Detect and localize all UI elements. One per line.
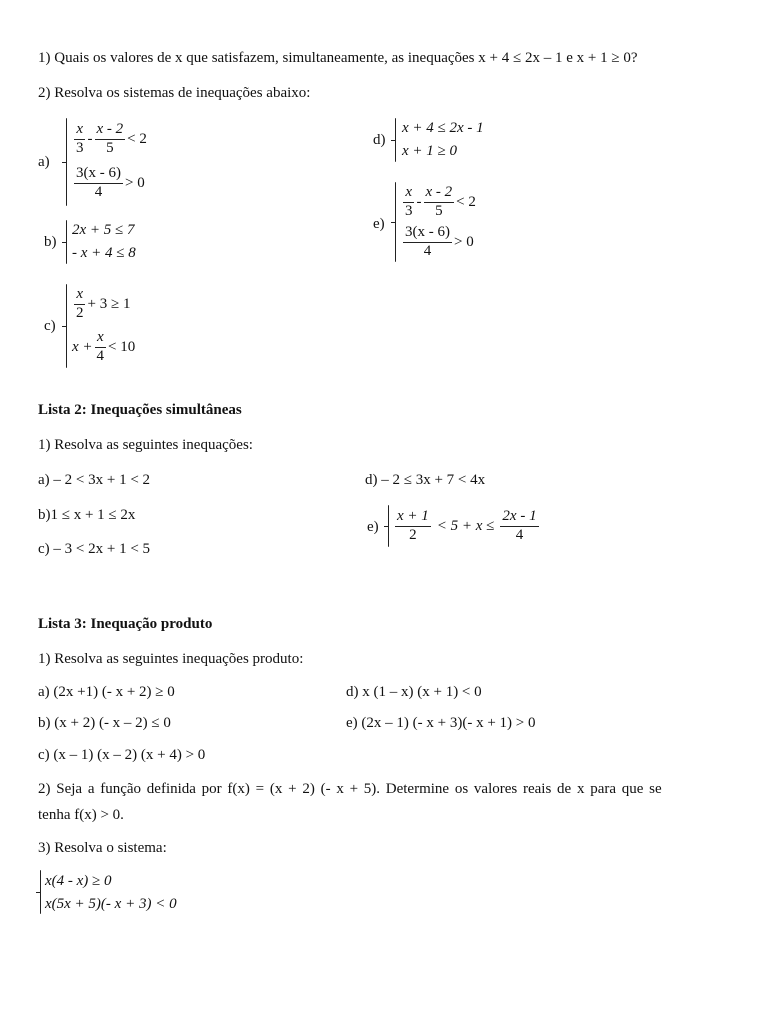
system-brace: [66, 118, 67, 206]
question-2: 2) Resolva os sistemas de inequações abaixo:: [38, 85, 311, 101]
lista3-system-inequation-2: x(5x + 5)(- x + 3) < 0: [45, 896, 177, 912]
item-a-inequation-1: $\frac{x}{3}$ - $\frac{x - 2}{5}$ < 2: [76, 120, 147, 156]
system-brace: [395, 118, 396, 162]
lista2-item-e-expression: $\frac{x + 1}{2}$ < 5 + x ≤ $\frac{2x - 1}{4}$: [397, 507, 537, 543]
item-c-label: c): [44, 318, 56, 334]
lista2-item-c: c) – 3 < 2x + 1 < 5: [38, 541, 151, 557]
item-a-label: a): [38, 154, 50, 170]
lista3-item-b: b) (x + 2) (- x – 2) ≤ 0: [38, 715, 171, 731]
item-d-inequation-1: x + 4 ≤ 2x - 1: [402, 120, 484, 136]
lista3-question-1: 1) Resolva as seguintes inequações produto:: [38, 651, 304, 667]
item-e-inequation-1: $\frac{x}{3}$ - $\frac{x - 2}{5}$ < 2: [405, 183, 476, 219]
system-brace: [40, 870, 41, 914]
item-d-label: d): [373, 132, 386, 148]
item-a-inequation-2: $\frac{3(x - 6)}{4}$ > 0: [76, 164, 145, 200]
lista3-item-a: a) (2x +1) (- x + 2) ≥ 0: [38, 684, 175, 700]
lista3-system-inequation-1: x(4 - x) ≥ 0: [45, 873, 112, 889]
section-title-lista-2: Lista 2: Inequações simultâneas: [38, 402, 242, 418]
lista3-question-3: 3) Resolva o sistema:: [38, 840, 167, 856]
item-e-inequation-2: $\frac{3(x - 6)}{4}$ > 0: [405, 223, 474, 259]
item-b-label: b): [44, 234, 57, 250]
item-b-inequation-1: 2x + 5 ≤ 7: [72, 222, 135, 238]
lista2-item-b: b)1 ≤ x + 1 ≤ 2x: [38, 507, 136, 523]
lista2-question-1: 1) Resolva as seguintes inequações:: [38, 437, 253, 453]
lista2-item-a: a) – 2 < 3x + 1 < 2: [38, 472, 151, 488]
section-title-lista-3: Lista 3: Inequação produto: [38, 616, 213, 632]
lista3-item-d: d) x (1 – x) (x + 1) < 0: [346, 684, 482, 700]
system-brace: [395, 182, 396, 262]
item-c-inequation-2: x + $\frac{x}{4}$ < 10: [72, 328, 136, 364]
lista2-item-e-label: e): [367, 519, 379, 535]
question-1: 1) Quais os valores de x que satisfazem, simultaneamente, as inequações x + 4 ≤ 2x – 1 e x + 1 ≥ 0?: [38, 50, 638, 66]
item-b-inequation-2: - x + 4 ≤ 8: [72, 245, 136, 261]
system-brace: [66, 220, 67, 264]
lista3-question-2-line-2: tenha f(x) > 0.: [38, 807, 124, 823]
item-c-inequation-1: $\frac{x}{2}$ + 3 ≥ 1: [76, 285, 131, 321]
item-d-inequation-2: x + 1 ≥ 0: [402, 143, 458, 159]
item-e-label: e): [373, 216, 385, 232]
lista3-question-2-line-1: 2) Seja a função definida por f(x) = (x + 2) (- x + 5). Determine os valores reais de x para que se: [38, 781, 662, 797]
system-brace: [66, 284, 67, 368]
lista3-item-c: c) (x – 1) (x – 2) (x + 4) > 0: [38, 747, 206, 763]
lista2-item-d: d) – 2 ≤ 3x + 7 < 4x: [365, 472, 486, 488]
brace: [388, 505, 389, 547]
lista3-item-e: e) (2x – 1) (- x + 3)(- x + 1) > 0: [346, 715, 536, 731]
